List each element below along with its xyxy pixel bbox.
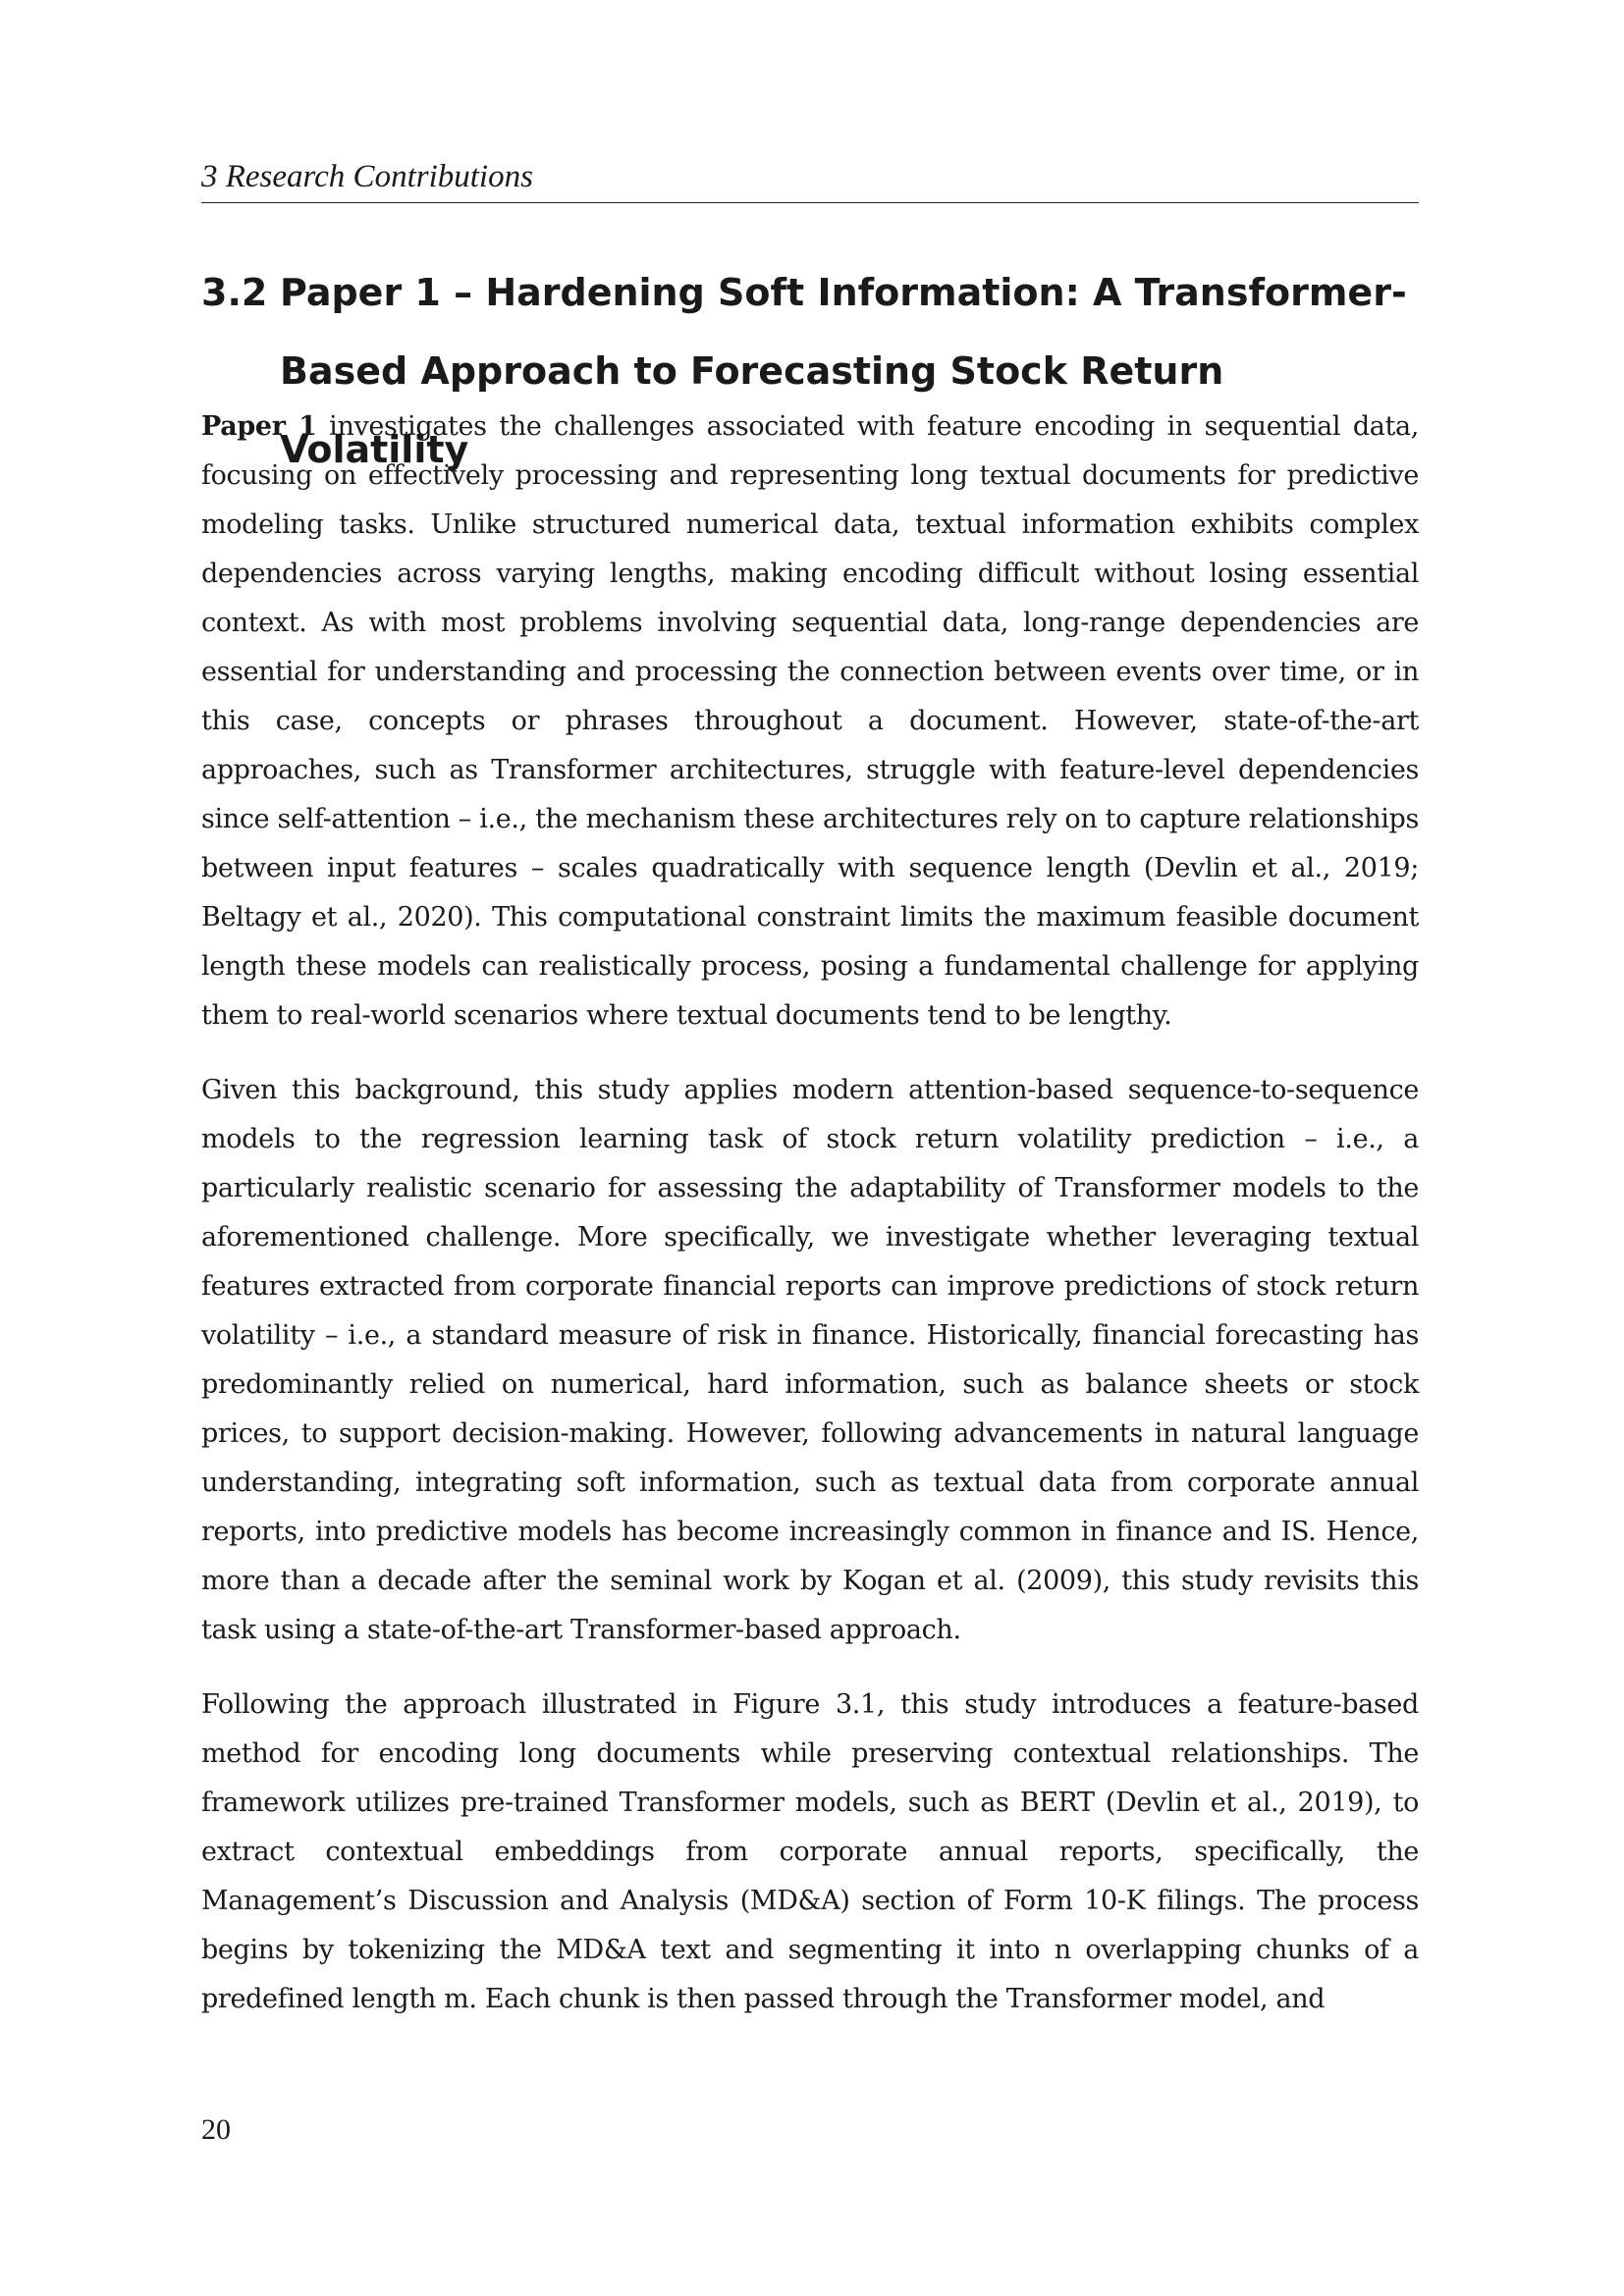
paragraph-1-lead: Paper 1	[201, 411, 317, 442]
section-title: Paper 1 – Hardening Soft Information: A Transformer-Based Approach to Forecasting Stock Return Volatility	[280, 271, 1407, 471]
page-number: 20	[201, 2113, 231, 2146]
paragraph-1-text: investigates the challenges associated with feature encoding in sequential data, focusing on effectively processing and representing long textual documents for predictive modeling tasks. Unlike structured numerical data, textual information exhibits complex dependencies across varying lengths, making encoding difficult without losing essential context. As with most problems involving sequential data, long-range dependencies are essential for understanding and processing the connection between events over time, or in this case, concepts or phrases throughout a document. However, state-of-the-art approaches, such as Transformer architectures, struggle with feature-level dependencies since self-attention – i.e., the mechanism these architectures rely on to capture relationships between input features – scales quadratically with sequence length (Devlin et al., 2019; Beltagy et al., 2020). This computational constraint limits the maximum feasible document length these models can realistically process, posing a fundamental challenge for applying them to real-world scenarios where textual documents tend to be lengthy.	[201, 411, 1420, 1031]
header-rule	[201, 202, 1419, 203]
paragraph-2: Given this background, this study applies modern attention-based sequence-to-sequence models to the regression learning task of stock return volatility prediction – i.e., a particularly realistic scenario for assessing the adaptability of Transformer models to the aforementioned challenge. More specifically, we investigate whether leveraging textual features extracted from corporate financial reports can improve predictions of stock return volatility – i.e., a standard measure of risk in finance. Historically, financial forecasting has predominantly relied on numerical, hard information, such as balance sheets or stock prices, to support decision-making. However, following advancements in natural language understanding, integrating soft information, such as textual data from corporate annual reports, into predictive models has become increasingly common in finance and IS. Hence, more than a decade after the seminal work by Kogan et al. (2009), this study revisits this task using a state-of-the-art Transformer-based approach.	[201, 1075, 1419, 1645]
paragraph-3: Following the approach illustrated in Figure 3.1, this study introduces a feature-based method for encoding long documents while preserving contextual relationships. The framework utilizes pre-trained Transformer models, such as BERT (Devlin et al., 2019), to extract contextual embeddings from corporate annual reports, specifically, the Management’s Discussion and Analysis (MD&A) section of Form 10-K filings. The process begins by tokenizing the MD&A text and segmenting it into n overlapping chunks of a predefined length m. Each chunk is then passed through the Transformer model, and	[201, 1689, 1419, 2014]
section-number: 3.2	[201, 271, 268, 314]
body-text	[201, 402, 1419, 2050]
paragraph-1	[201, 402, 1419, 1041]
running-header: 3 Research Contributions	[201, 159, 533, 194]
